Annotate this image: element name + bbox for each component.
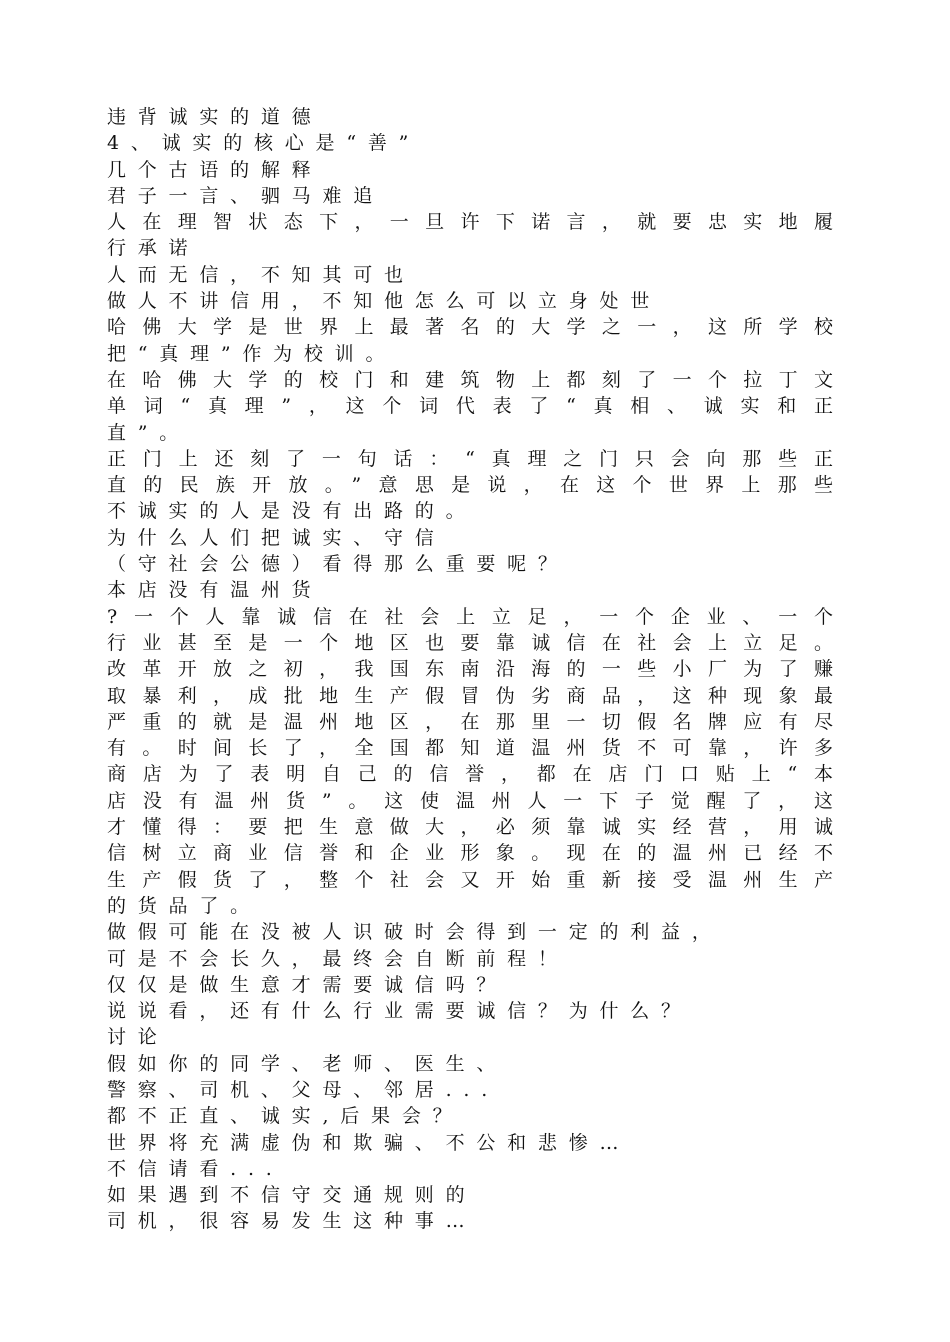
text-line: 改革开放之初，我国东南沿海的一些小厂为了赚 (107, 658, 833, 681)
text-line: 直”。 (107, 421, 191, 444)
text-line: 假如你的同学、老师、医生、 (107, 1052, 508, 1075)
text-line: 的货品了。 (107, 894, 261, 917)
text-line: 正门上还刻了一句话：“真理之门只会向那些正 (107, 447, 833, 470)
text-line: 世界将充满虚伪和欺骗、不公和悲惨… (107, 1131, 631, 1154)
text-line: 仅仅是做生意才需要诚信吗？ (107, 973, 508, 996)
text-line: 行业甚至是一个地区也要靠诚信在社会上立足。 (107, 631, 833, 654)
text-line: ?一个人靠诚信在社会上立足，一个企业、一个 (107, 605, 833, 628)
text-line: 说说看，还有什么行业需要诚信？为什么？ (107, 1000, 692, 1023)
text-line: 才懂得：要把生意做大，必须靠诚实经营，用诚 (107, 816, 833, 839)
document-body (107, 104, 833, 1235)
text-line: 把“真理”作为校训。 (107, 342, 397, 365)
text-line: 信树立商业信誉和企业形象。现在的温州已经不 (107, 842, 833, 865)
text-line: 人而无信，不知其可也 (107, 263, 415, 286)
text-line: 店没有温州货”。这使温州人一下子觉醒了，这 (107, 789, 833, 812)
text-line: （守社会公德）看得那么重要呢？ (107, 553, 569, 576)
text-line: 君子一言、驷马难追 (107, 184, 385, 207)
text-line: 人在理智状态下，一旦许下诺言，就要忠实地履 (107, 211, 833, 234)
text-line: 做假可能在没被人识破时会得到一定的利益， (107, 921, 723, 944)
text-line: 单词“真理”，这个词代表了“真相、诚实和正 (107, 395, 833, 418)
text-line: 为什么人们把诚实、守信 (107, 526, 446, 549)
text-line: 商店为了表明自己的信誉，都在店门口贴上“本 (107, 763, 833, 786)
text-line: 在哈佛大学的校门和建筑物上都刻了一个拉丁文 (107, 368, 833, 391)
text-line: 可是不会长久，最终会自断前程！ (107, 947, 569, 970)
text-line: 警察、司机、父母、邻居... (107, 1078, 500, 1101)
text-line: 都不正直、诚实,后果会？ (107, 1105, 464, 1128)
text-line: 取暴利，成批地生产假冒伪劣商品，这种现象最 (107, 684, 833, 707)
text-line: 讨论 (107, 1026, 169, 1049)
text-line: 几个古语的解释 (107, 158, 323, 181)
text-line: 生产假货了，整个社会又开始重新接受温州生产 (107, 868, 833, 891)
text-line: 行承诺 (107, 237, 200, 260)
text-line: 如果遇到不信守交通规则的 (107, 1184, 477, 1207)
text-line: 违背诚实的道德 (107, 106, 323, 128)
text-line: 直的民族开放。”意思是说，在这个世界上那些 (107, 474, 833, 497)
text-line: 有。时间长了，全国都知道温州货不可靠，许多 (107, 737, 833, 760)
text-line: 不诚实的人是没有出路的。 (107, 500, 477, 523)
text-line: 本店没有温州货 (107, 579, 323, 602)
section-heading: 4、诚实的核心是“善” (107, 132, 421, 155)
text-line: 不信请看... (107, 1157, 284, 1180)
text-line: 司机，很容易发生这种事… (107, 1210, 477, 1233)
text-line: 做人不讲信用，不知他怎么可以立身处世 (107, 290, 662, 313)
text-line: 哈佛大学是世界上最著名的大学之一，这所学校 (107, 316, 833, 339)
text-line: 严重的就是温州地区，在那里一切假名牌应有尽 (107, 710, 833, 733)
